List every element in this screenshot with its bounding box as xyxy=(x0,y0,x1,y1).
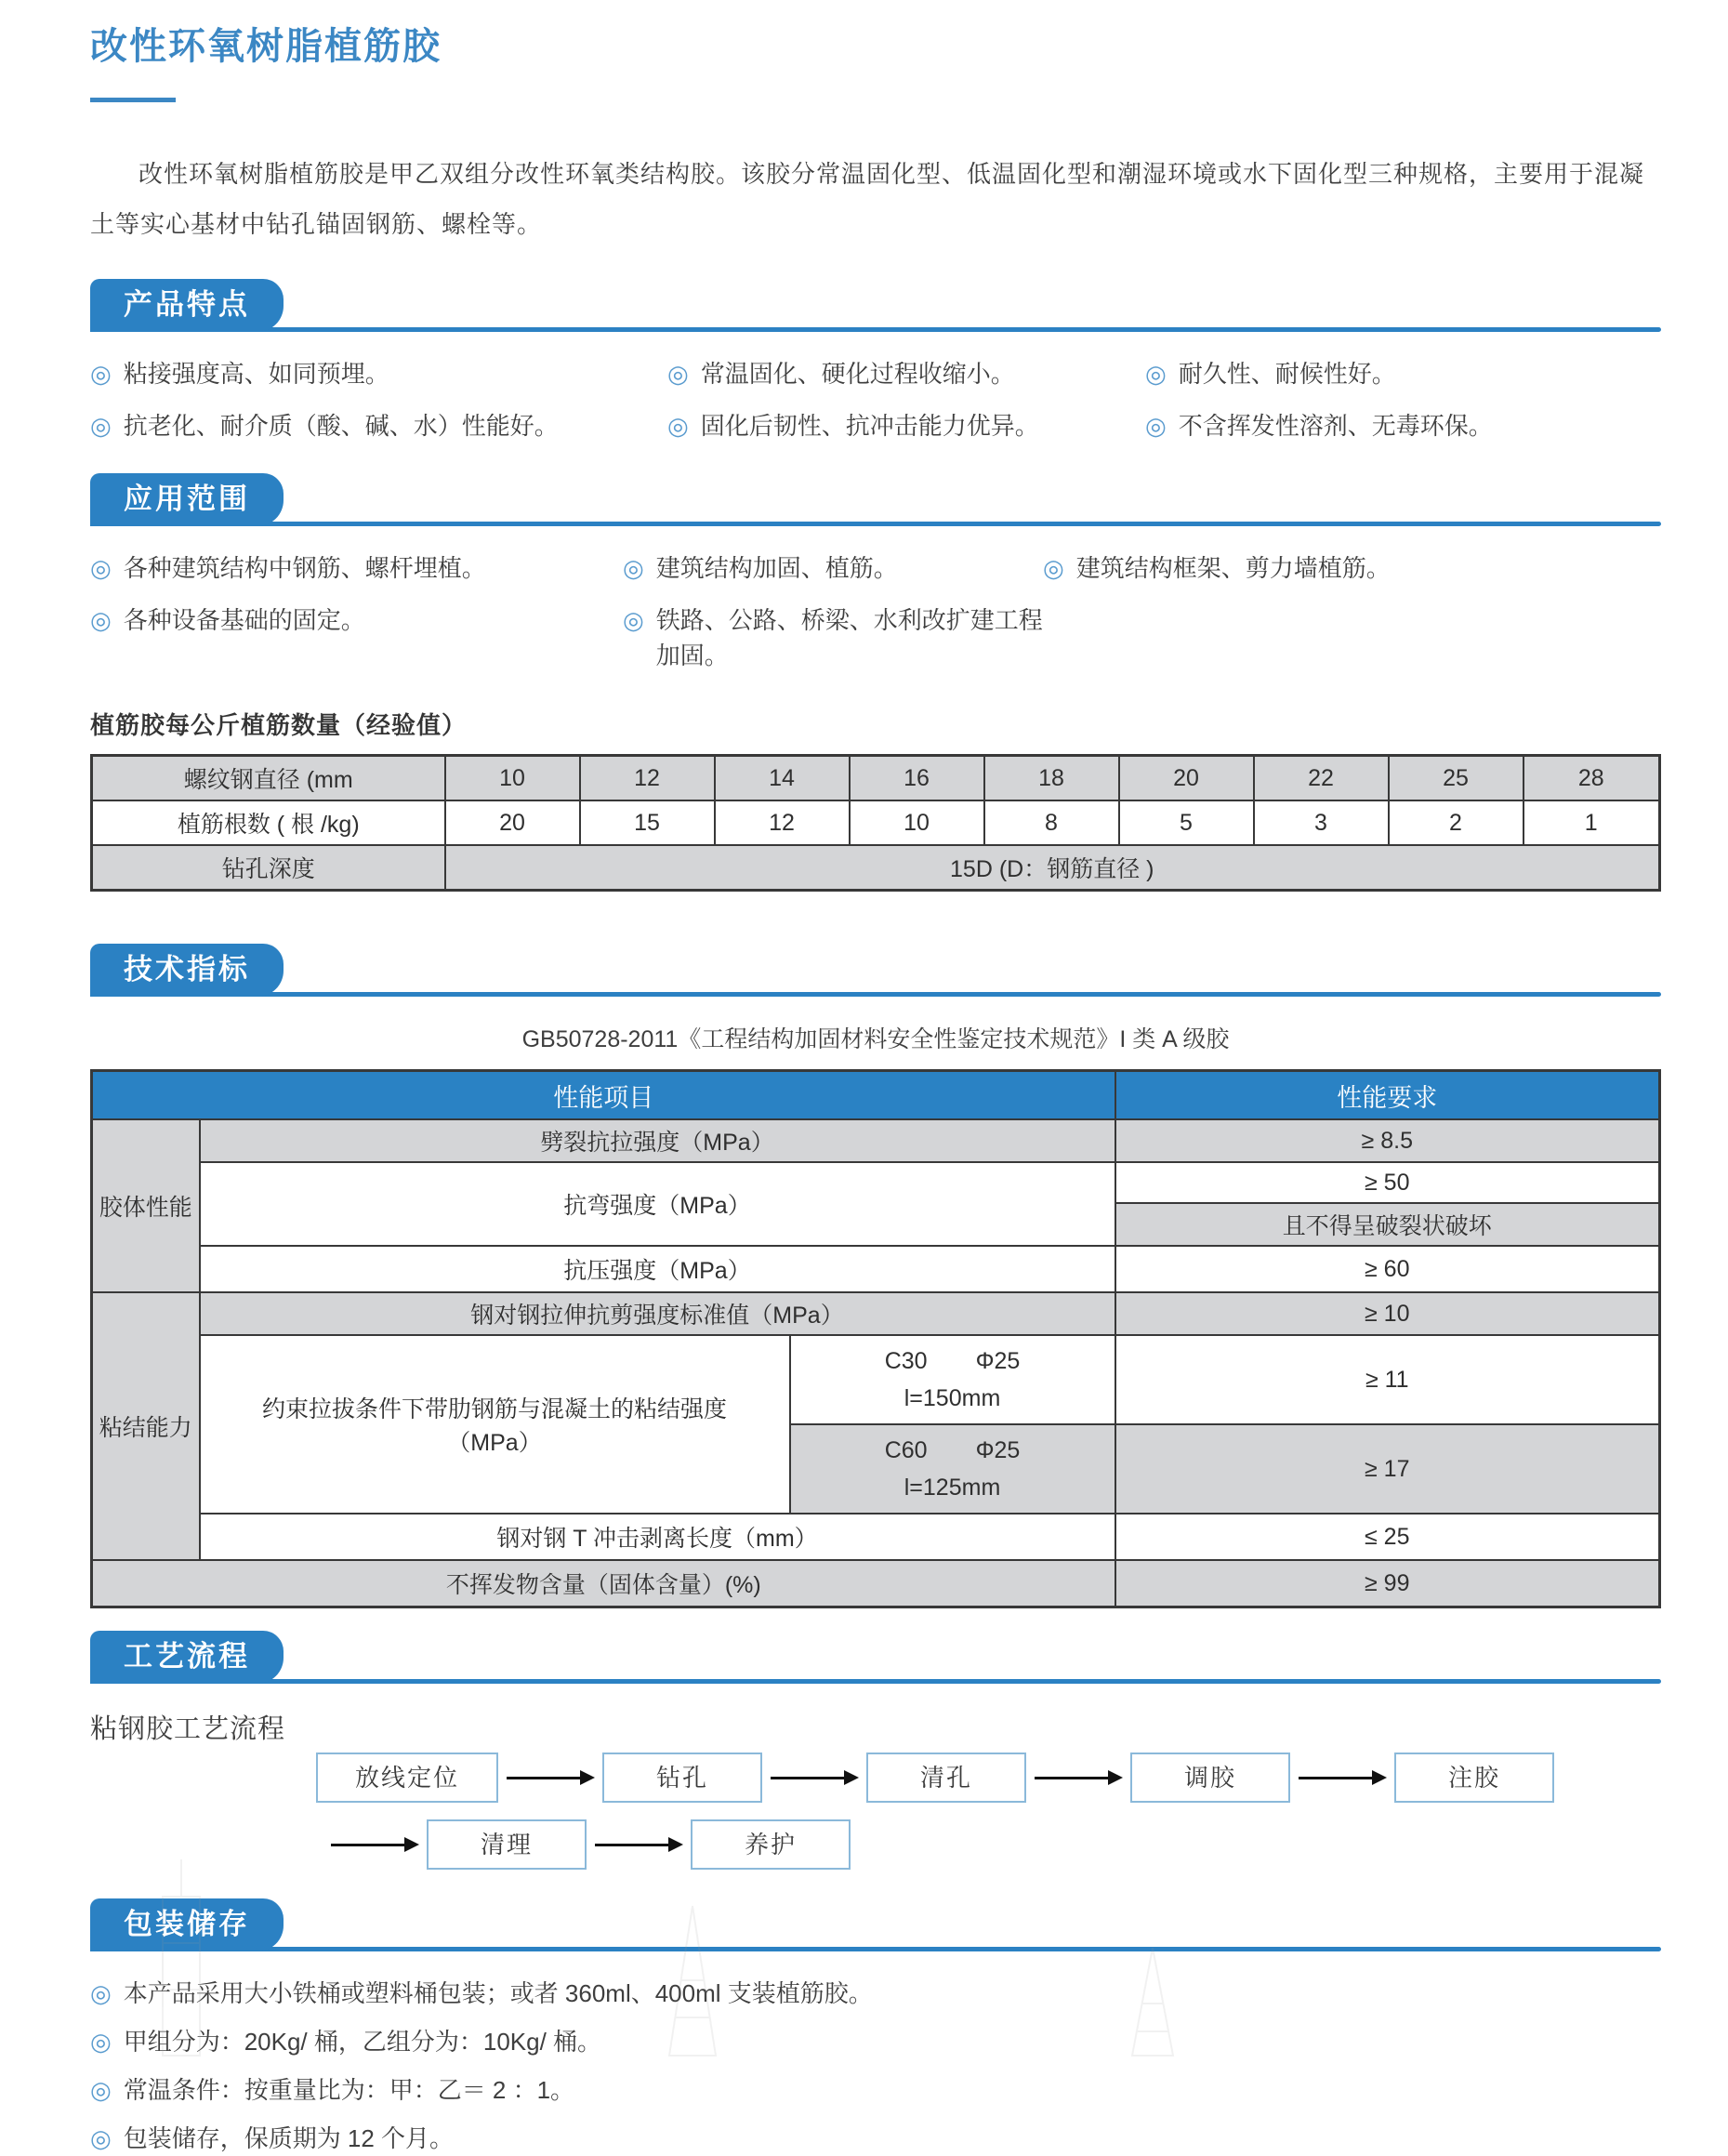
spec-item: 不挥发物含量（固体含量）(%) xyxy=(92,1560,1115,1607)
applications-list xyxy=(90,550,1661,673)
flow-step: 清理 xyxy=(427,1819,587,1870)
bullet-icon: ◎ xyxy=(667,360,689,388)
section-underline xyxy=(90,1947,1661,1951)
bullet-icon: ◎ xyxy=(90,606,112,634)
list-item xyxy=(90,2072,1661,2108)
flow-row-2 xyxy=(323,1819,1661,1871)
bullet-icon: ◎ xyxy=(667,412,689,440)
bullet-icon: ◎ xyxy=(623,554,644,582)
list-item xyxy=(90,602,623,673)
dosage-table-title: 植筋胶每公斤植筋数量（经验值） xyxy=(90,711,468,739)
flow-step: 调胶 xyxy=(1130,1753,1290,1803)
spec-item xyxy=(200,1335,790,1514)
cell-count: 15 xyxy=(580,800,715,845)
spec-req: ≥ 11 xyxy=(1115,1335,1660,1424)
spec-item: 钢对钢 T 冲击剥离长度（mm） xyxy=(200,1514,1115,1560)
application-text: 各种设备基础的固定。 xyxy=(123,606,365,634)
spec-table xyxy=(90,1069,1661,1608)
arrow-right-icon xyxy=(1299,1777,1373,1779)
col-header-req: 性能要求 xyxy=(1115,1071,1660,1120)
section-underline xyxy=(90,1679,1661,1684)
group-label: 胶体性能 xyxy=(92,1119,200,1292)
cell-count: 2 xyxy=(1389,800,1524,845)
list-item xyxy=(90,550,623,586)
list-item xyxy=(90,408,667,443)
row-label: 螺纹钢直径 (mm xyxy=(92,756,445,801)
list-item xyxy=(90,356,667,391)
spec-item: 劈裂抗拉强度（MPa） xyxy=(200,1119,1115,1162)
bullet-icon: ◎ xyxy=(623,606,644,634)
bullet-icon: ◎ xyxy=(90,360,112,388)
list-item xyxy=(90,2024,1661,2059)
section-header-features xyxy=(90,279,1661,332)
feature-text: 常温固化、硬化过程收缩小。 xyxy=(700,360,1015,388)
list-item xyxy=(623,602,1043,673)
table-row xyxy=(92,756,1660,801)
packaging-text: 本产品采用大小铁桶或塑料桶包装；或者 360ml、400ml 支装植筋胶。 xyxy=(123,1979,873,2007)
section-underline xyxy=(90,992,1661,997)
spec-req: 且不得呈破裂状破坏 xyxy=(1115,1203,1660,1246)
row-label: 植筋根数 ( 根 /kg) xyxy=(92,800,445,845)
flow-row-1 xyxy=(316,1752,1661,1804)
section-tab-applications: 应用范围 xyxy=(90,473,284,526)
arrow-right-icon xyxy=(331,1844,405,1846)
application-text: 铁路、公路、桥梁、水利改扩建工程加固。 xyxy=(655,606,1043,669)
cell-count: 3 xyxy=(1254,800,1389,845)
cell-diameter: 18 xyxy=(984,756,1119,801)
section-underline xyxy=(90,327,1661,332)
section-header-packaging xyxy=(90,1898,1661,1951)
list-item xyxy=(1145,356,1661,391)
cell-diameter: 14 xyxy=(715,756,850,801)
anchor-length: l=150mm xyxy=(904,1385,1001,1411)
bullet-icon: ◎ xyxy=(90,2076,112,2104)
list-item xyxy=(1145,408,1661,443)
arrow-right-icon xyxy=(1035,1777,1109,1779)
section-tab-process: 工艺流程 xyxy=(90,1631,284,1684)
condition-top xyxy=(791,1432,1115,1469)
spec-item: 抗压强度（MPa） xyxy=(200,1246,1115,1292)
bullet-icon: ◎ xyxy=(1043,554,1064,582)
cell-diameter: 22 xyxy=(1254,756,1389,801)
application-text: 建筑结构加固、植筋。 xyxy=(655,554,898,582)
spec-item-line1: 约束拉拔条件下带肋钢筋与混凝土的粘结强度 xyxy=(261,1396,727,1422)
cell-count: 12 xyxy=(715,800,850,845)
bullet-icon: ◎ xyxy=(90,2124,112,2152)
list-item xyxy=(667,408,1145,443)
arrow-right-icon xyxy=(771,1777,845,1779)
flow-step: 清孔 xyxy=(866,1753,1026,1803)
packaging-list xyxy=(90,1976,1661,2156)
feature-text: 抗老化、耐介质（酸、碱、水）性能好。 xyxy=(123,412,559,440)
bullet-icon: ◎ xyxy=(1145,412,1167,440)
anchor-length: l=125mm xyxy=(904,1475,1001,1501)
table-row xyxy=(92,845,1660,891)
table-row xyxy=(92,1514,1660,1560)
bullet-icon: ◎ xyxy=(1145,360,1167,388)
bullet-icon: ◎ xyxy=(90,1979,112,2007)
cell-diameter: 25 xyxy=(1389,756,1524,801)
spec-req: ≥ 10 xyxy=(1115,1292,1660,1335)
flow-step: 养护 xyxy=(691,1819,851,1870)
table-header-row xyxy=(92,1071,1660,1120)
arrow-right-icon xyxy=(595,1844,669,1846)
spec-req: ≤ 25 xyxy=(1115,1514,1660,1560)
list-item xyxy=(623,550,1043,586)
table-row xyxy=(92,1560,1660,1607)
packaging-text: 包装储存，保质期为 12 个月。 xyxy=(123,2124,455,2152)
list-item xyxy=(90,2121,1661,2156)
table-row xyxy=(92,1119,1660,1162)
spec-req: ≥ 8.5 xyxy=(1115,1119,1660,1162)
flow-step: 放线定位 xyxy=(316,1753,498,1803)
spec-condition xyxy=(790,1424,1115,1514)
bullet-icon: ◎ xyxy=(90,554,112,582)
application-text: 各种建筑结构中钢筋、螺杆埋植。 xyxy=(123,554,486,582)
concrete-grade: C60 xyxy=(884,1437,928,1463)
rebar-diameter: Φ25 xyxy=(975,1437,1021,1463)
flow-subtitle: 粘钢胶工艺流程 xyxy=(90,1714,286,1744)
table-row xyxy=(92,800,1660,845)
page-content xyxy=(90,0,1661,2156)
application-text: 建筑结构框架、剪力墙植筋。 xyxy=(1075,554,1391,582)
spec-req: ≥ 60 xyxy=(1115,1246,1660,1292)
row-label: 钻孔深度 xyxy=(92,845,445,891)
cell-diameter: 20 xyxy=(1119,756,1254,801)
section-header-applications xyxy=(90,473,1661,526)
dosage-table xyxy=(90,754,1661,892)
cell-diameter: 10 xyxy=(445,756,580,801)
cell-diameter: 12 xyxy=(580,756,715,801)
section-tab-specs: 技术指标 xyxy=(90,944,284,997)
spec-item-line2: （MPa） xyxy=(447,1430,542,1456)
condition-top xyxy=(791,1343,1115,1380)
spec-item: 抗弯强度（MPa） xyxy=(200,1162,1115,1246)
features-list xyxy=(90,356,1661,443)
section-tab-packaging: 包装储存 xyxy=(90,1898,284,1951)
intro-paragraph: 改性环氧树脂植筋胶是甲乙双组分改性环氧类结构胶。该胶分常温固化型、低温固化型和潮湿环境或水下固化型三种规格，主要用于混凝土等实心基材中钻孔锚固钢筋、螺栓等。 xyxy=(90,160,1645,238)
cell-count: 1 xyxy=(1524,800,1660,845)
spec-item: 钢对钢拉伸抗剪强度标准值（MPa） xyxy=(200,1292,1115,1335)
spec-req: ≥ 50 xyxy=(1115,1162,1660,1203)
cell-count: 5 xyxy=(1119,800,1254,845)
packaging-text: 常温条件：按重量比为：甲：乙＝ 2 ：1。 xyxy=(123,2076,575,2104)
bullet-icon: ◎ xyxy=(90,412,112,440)
feature-text: 不含挥发性溶剂、无毒环保。 xyxy=(1178,412,1493,440)
cell-diameter: 16 xyxy=(850,756,984,801)
rebar-diameter: Φ25 xyxy=(975,1348,1021,1374)
feature-text: 粘接强度高、如同预埋。 xyxy=(123,360,389,388)
col-header-item: 性能项目 xyxy=(92,1071,1115,1120)
page-title: 改性环氧树脂植筋胶 xyxy=(90,26,442,67)
feature-text: 耐久性、耐候性好。 xyxy=(1178,360,1396,388)
table-row xyxy=(92,1292,1660,1335)
list-item xyxy=(667,356,1145,391)
section-underline xyxy=(90,522,1661,526)
spec-condition xyxy=(790,1335,1115,1424)
spec-req: ≥ 17 xyxy=(1115,1424,1660,1514)
section-header-specs xyxy=(90,944,1661,997)
bullet-icon: ◎ xyxy=(90,2028,112,2056)
cell-count: 8 xyxy=(984,800,1119,845)
flow-step: 钻孔 xyxy=(602,1753,762,1803)
packaging-text: 甲组分为：20Kg/ 桶，乙组分为：10Kg/ 桶。 xyxy=(123,2028,602,2056)
spec-req: ≥ 99 xyxy=(1115,1560,1660,1607)
table-row xyxy=(92,1162,1660,1203)
section-header-process xyxy=(90,1631,1661,1684)
title-underline xyxy=(90,98,176,102)
arrow-right-icon xyxy=(507,1777,581,1779)
cell-depth: 15D (D：钢筋直径 ) xyxy=(445,845,1660,891)
section-tab-features: 产品特点 xyxy=(90,279,284,332)
cell-count: 10 xyxy=(850,800,984,845)
table-row xyxy=(92,1246,1660,1292)
flow-step: 注胶 xyxy=(1394,1753,1554,1803)
feature-text: 固化后韧性、抗冲击能力优异。 xyxy=(700,412,1039,440)
cell-diameter: 28 xyxy=(1524,756,1660,801)
group-label: 粘结能力 xyxy=(92,1292,200,1560)
list-item xyxy=(1043,550,1661,586)
concrete-grade: C30 xyxy=(884,1348,928,1374)
cell-count: 20 xyxy=(445,800,580,845)
table-row xyxy=(92,1335,1660,1424)
standard-note: GB50728-2011《工程结构加固材料安全性鉴定技术规范》I 类 A 级胶 xyxy=(521,1026,1230,1052)
list-item xyxy=(90,1976,1661,2011)
